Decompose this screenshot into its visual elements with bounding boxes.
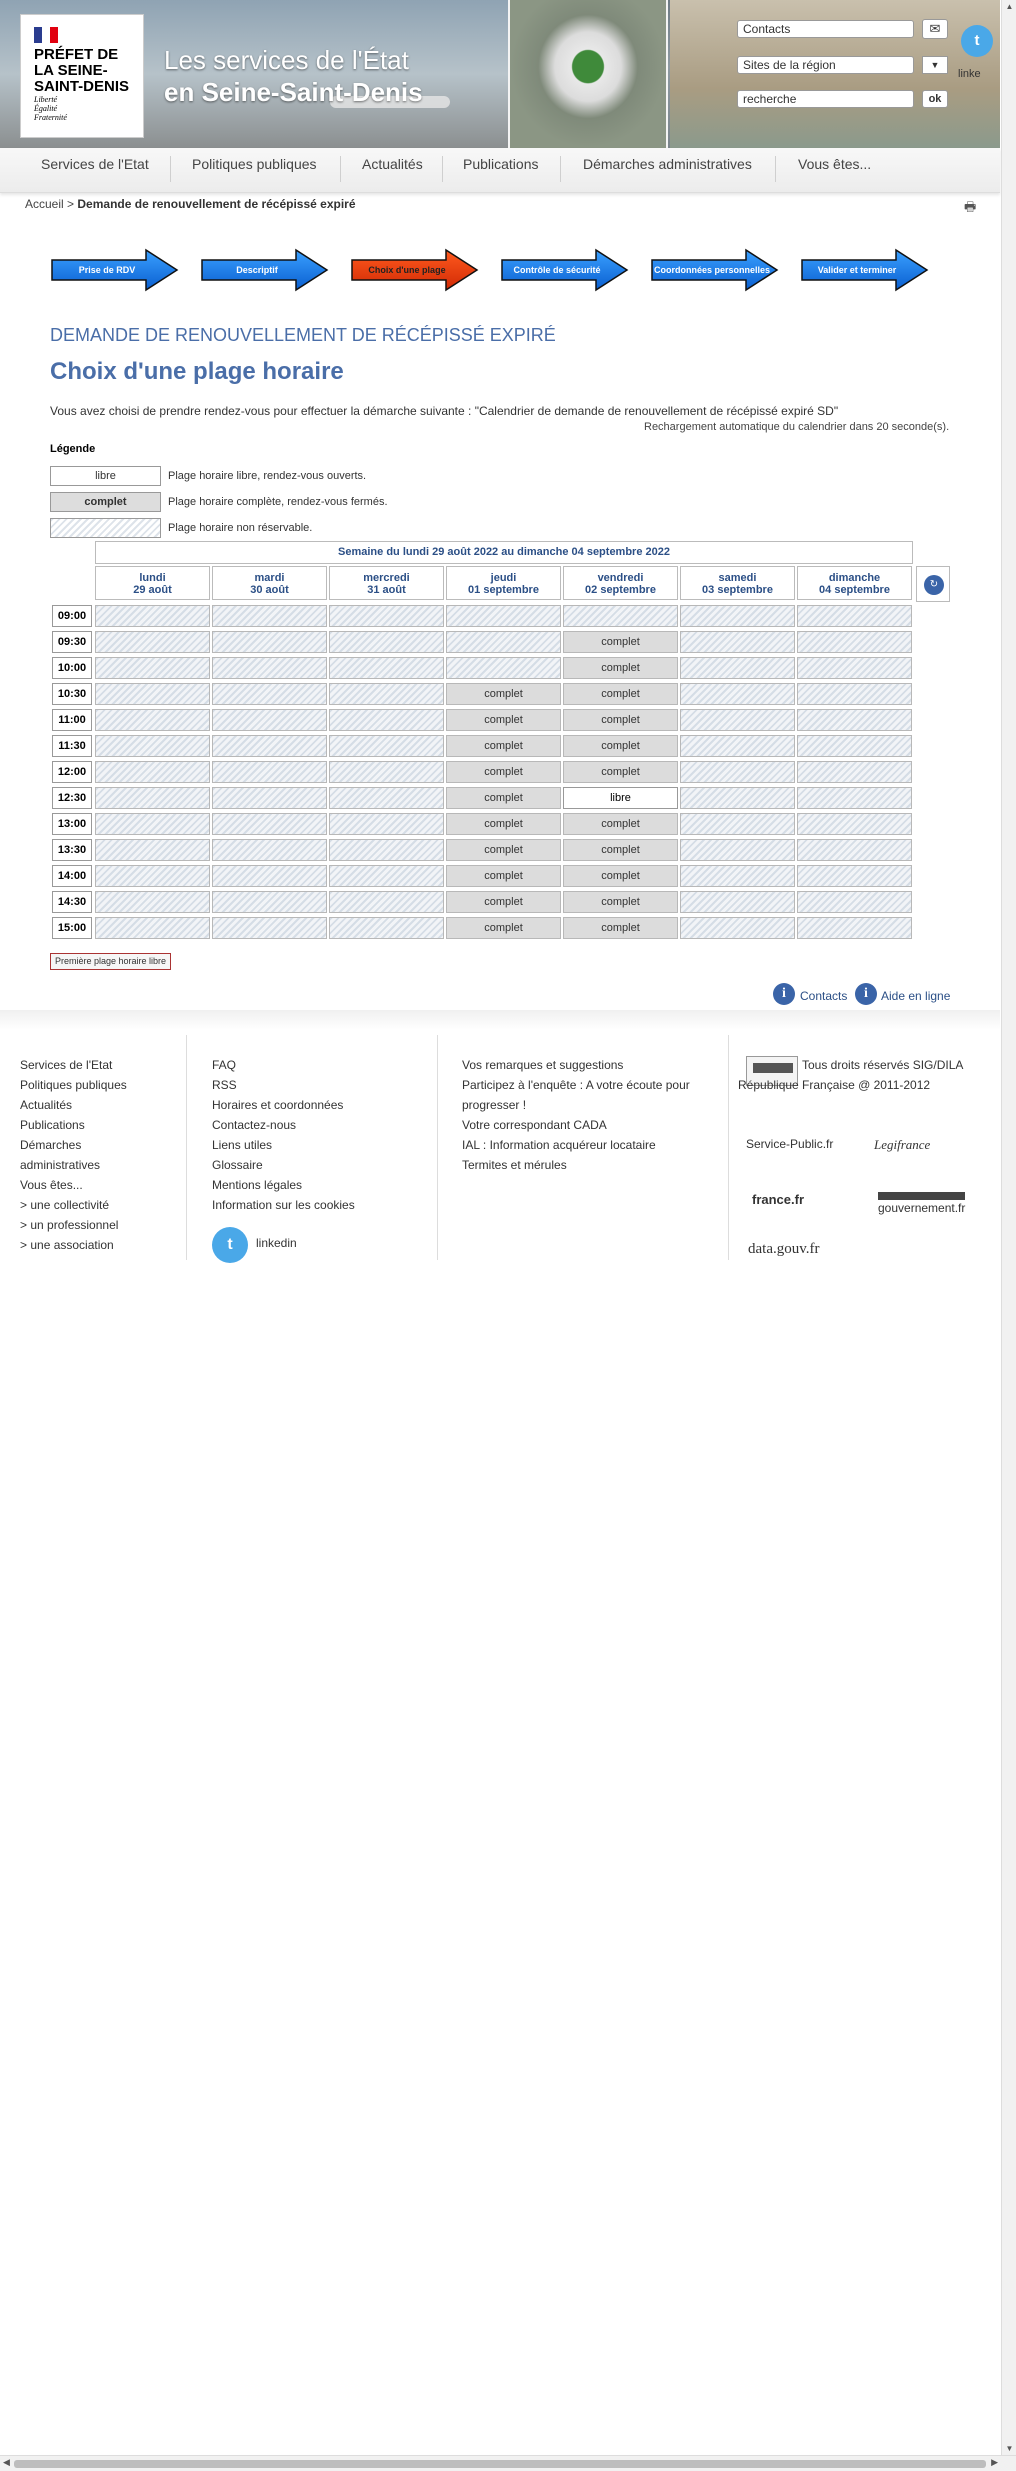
slot-full: complet — [563, 813, 678, 835]
slot-full: complet — [563, 709, 678, 731]
slot-unavailable — [95, 709, 210, 731]
site-title-line-2: en Seine-Saint-Denis — [164, 77, 423, 107]
footer-separator — [728, 1035, 729, 1260]
footer-nav-link[interactable]: administratives — [20, 1158, 101, 1172]
calendar-week-header: Semaine du lundi 29 août 2022 au dimanche 04 septembre 2022 — [95, 541, 913, 564]
time-label: 09:00 — [52, 605, 92, 627]
step-1[interactable] — [50, 248, 180, 292]
legend-full-text: Plage horaire complète, rendez-vous fermés. — [168, 496, 388, 508]
slot-unavailable — [95, 735, 210, 757]
scroll-up-icon[interactable]: ▲ — [1005, 2, 1014, 11]
legifrance-logo[interactable]: Legifrance — [874, 1137, 931, 1152]
slot-full: complet — [563, 735, 678, 757]
chevron-down-icon[interactable]: ▼ — [922, 56, 948, 74]
refresh-icon: ↻ — [924, 575, 944, 595]
breadcrumb-current: Demande de renouvellement de récépissé expiré — [77, 197, 356, 211]
legend-title: Légende — [50, 443, 96, 455]
day-name: mercredi — [363, 572, 410, 584]
first-free-slot-button[interactable]: Première plage horaire libre — [50, 953, 171, 970]
slot-unavailable — [680, 761, 795, 783]
footer-info-link[interactable]: FAQ — [212, 1058, 237, 1072]
day-date: 02 septembre — [585, 584, 656, 596]
slot-unavailable — [95, 839, 210, 861]
time-label: 12:00 — [52, 761, 92, 783]
time-label: 10:30 — [52, 683, 92, 705]
day-name: lundi — [139, 572, 166, 584]
footer-divider — [0, 1010, 1000, 1030]
search-input[interactable] — [737, 90, 914, 108]
nav-item-services[interactable]: Services de l'Etat — [41, 156, 149, 172]
time-label: 13:00 — [52, 813, 92, 835]
footer-nav-link[interactable]: Services de l'Etat — [20, 1058, 113, 1072]
breadcrumb-separator: > — [67, 197, 75, 211]
slot-unavailable — [680, 917, 795, 939]
slot-unavailable — [95, 813, 210, 835]
time-label: 09:30 — [52, 631, 92, 653]
footer-service-link[interactable]: IAL : Information acquéreur locataire — [462, 1138, 656, 1152]
slot-free[interactable]: libre — [563, 787, 678, 809]
slot-unavailable — [446, 657, 561, 679]
data-gouv-logo[interactable]: data.gouv.fr — [748, 1241, 820, 1257]
step-label: Coordonnées personnelles — [654, 265, 771, 275]
step-6[interactable] — [800, 248, 930, 292]
slot-full: complet — [563, 761, 678, 783]
twitter-icon[interactable]: t — [961, 25, 993, 57]
slot-unavailable — [329, 605, 444, 627]
slot-unavailable — [329, 917, 444, 939]
auto-reload-text: Rechargement automatique du calendrier dans 20 seconde(s). — [644, 421, 950, 433]
step-label: Contrôle de sécurité — [513, 265, 601, 275]
day-name: dimanche — [828, 572, 881, 584]
slot-unavailable — [212, 631, 327, 653]
slot-unavailable — [680, 787, 795, 809]
slot-unavailable — [212, 709, 327, 731]
legend-full-swatch: complet — [50, 492, 161, 512]
footer-info-link[interactable]: Horaires et coordonnées — [212, 1098, 344, 1112]
slot-unavailable — [212, 813, 327, 835]
prefecture-logo[interactable] — [20, 14, 144, 138]
slot-unavailable — [797, 631, 912, 653]
slot-unavailable — [212, 917, 327, 939]
service-public-logo[interactable]: Service-Public.fr — [746, 1137, 834, 1151]
slot-unavailable — [797, 787, 912, 809]
slot-unavailable — [797, 709, 912, 731]
slot-unavailable — [212, 787, 327, 809]
slot-unavailable — [212, 683, 327, 705]
slot-unavailable — [680, 839, 795, 861]
slot-full: complet — [446, 735, 561, 757]
twitter-icon[interactable]: t — [212, 1227, 248, 1263]
slot-full: complet — [446, 865, 561, 887]
intro-text: Vous avez choisi de prendre rendez-vous pour effectuer la démarche suivante : "Calendrier de demande de renouvellement de récépissé expiré SD" — [50, 404, 839, 418]
step-label: Prise de RDV — [78, 265, 136, 275]
day-name: samedi — [718, 572, 757, 584]
slot-unavailable — [329, 787, 444, 809]
day-header — [446, 566, 561, 600]
day-header — [95, 566, 210, 600]
slot-unavailable — [797, 735, 912, 757]
legend-free-text: Plage horaire libre, rendez-vous ouverts. — [168, 470, 367, 482]
mail-icon[interactable]: ✉ — [922, 19, 948, 39]
slot-full: complet — [446, 839, 561, 861]
slot-unavailable — [329, 865, 444, 887]
footer-nav-link[interactable]: > une collectivité — [20, 1198, 110, 1212]
horizontal-scrollbar[interactable] — [0, 2455, 1016, 2471]
step-label: Valider et terminer — [817, 265, 897, 275]
day-name: vendredi — [597, 572, 644, 584]
slot-unavailable — [329, 657, 444, 679]
slot-unavailable — [212, 839, 327, 861]
online-help-link[interactable]: Aide en ligne — [881, 989, 951, 1003]
footer-col-navigation — [20, 1055, 127, 1255]
scroll-down-icon[interactable]: ▼ — [1005, 2444, 1014, 2453]
main-nav — [0, 148, 1000, 193]
france-fr-logo[interactable]: france.fr — [752, 1192, 805, 1207]
slot-unavailable — [95, 657, 210, 679]
scroll-left-icon[interactable]: ◀ — [3, 2457, 10, 2467]
slot-unavailable — [329, 709, 444, 731]
time-label: 10:00 — [52, 657, 92, 679]
slot-unavailable — [797, 813, 912, 835]
day-date: 29 août — [133, 584, 172, 596]
day-date: 30 août — [250, 584, 289, 596]
nav-divider — [170, 156, 171, 182]
info-icon[interactable]: i — [773, 983, 795, 1005]
slot-unavailable — [797, 683, 912, 705]
refresh-calendar-button[interactable] — [916, 566, 950, 602]
time-label: 12:30 — [52, 787, 92, 809]
linkedin-icon[interactable]: linke — [958, 68, 981, 80]
nav-divider — [560, 156, 561, 182]
slot-full: complet — [446, 813, 561, 835]
slot-unavailable — [329, 813, 444, 835]
nav-item-vous-etes[interactable]: Vous êtes... — [798, 156, 872, 172]
footer-nav-link[interactable]: Actualités — [20, 1098, 73, 1112]
step-4[interactable] — [500, 248, 630, 292]
day-header — [212, 566, 327, 600]
step-label: Choix d'une plage — [368, 265, 446, 275]
search-ok-button[interactable]: ok — [922, 90, 948, 108]
step-3[interactable] — [350, 248, 480, 292]
time-label: 14:00 — [52, 865, 92, 887]
slot-unavailable — [329, 683, 444, 705]
time-label: 15:00 — [52, 917, 92, 939]
slot-unavailable — [95, 761, 210, 783]
slot-full: complet — [446, 683, 561, 705]
slot-unavailable — [95, 917, 210, 939]
logo-text: PRÉFET DE LA SEINE-SAINT-DENIS — [34, 46, 130, 95]
slot-unavailable — [446, 631, 561, 653]
slot-unavailable — [680, 813, 795, 835]
footer-nav-link[interactable]: > une association — [20, 1238, 114, 1252]
slot-full: complet — [446, 891, 561, 913]
footer-nav-link[interactable]: Démarches — [20, 1138, 82, 1152]
legend-free-swatch: libre — [50, 466, 161, 486]
nav-item-politiques[interactable]: Politiques publiques — [192, 156, 317, 172]
slot-unavailable — [680, 631, 795, 653]
slot-unavailable — [797, 657, 912, 679]
footer-service-link[interactable]: Termites et mérules — [462, 1158, 567, 1172]
slot-full: complet — [563, 865, 678, 887]
slot-unavailable — [680, 709, 795, 731]
slot-full: complet — [563, 839, 678, 861]
slot-unavailable — [329, 761, 444, 783]
footer-service-link[interactable]: Participez à l'enquête : A votre écoute pour — [462, 1078, 690, 1092]
slot-unavailable — [446, 605, 561, 627]
french-flag-icon — [34, 27, 58, 43]
gouvernement-fr-logo[interactable]: gouvernement.fr — [878, 1192, 965, 1215]
time-label: 13:30 — [52, 839, 92, 861]
slot-full: complet — [446, 917, 561, 939]
linkedin-icon[interactable]: linkedin — [256, 1236, 297, 1250]
nav-divider — [775, 156, 776, 182]
slot-unavailable — [797, 865, 912, 887]
day-header — [563, 566, 678, 600]
vertical-scrollbar[interactable] — [1001, 0, 1016, 2455]
slot-unavailable — [212, 761, 327, 783]
day-date: 31 août — [367, 584, 406, 596]
slot-unavailable — [329, 839, 444, 861]
footer-nav-link[interactable]: Publications — [20, 1118, 85, 1132]
slot-unavailable — [95, 891, 210, 913]
footer-info-link[interactable]: RSS — [212, 1078, 237, 1092]
procedure-title: DEMANDE DE RENOUVELLEMENT DE RÉCÉPISSÉ EXPIRÉ — [50, 325, 556, 345]
site-header — [0, 0, 1000, 148]
slot-unavailable — [95, 787, 210, 809]
footer-info-link[interactable]: Contactez-nous — [212, 1118, 297, 1132]
footer-info-link[interactable]: Mentions légales — [212, 1178, 303, 1192]
slot-unavailable — [212, 865, 327, 887]
footer-nav-link[interactable]: Vous êtes... — [20, 1178, 83, 1192]
legend-unavailable-text: Plage horaire non réservable. — [168, 522, 313, 534]
slot-full: complet — [446, 761, 561, 783]
day-header — [797, 566, 912, 600]
footer-info-link[interactable]: Information sur les cookies — [212, 1198, 355, 1212]
footer-service-link[interactable]: progresser ! — [462, 1098, 527, 1112]
slot-unavailable — [680, 683, 795, 705]
site-title[interactable] — [164, 44, 423, 108]
footer-col-info — [212, 1055, 355, 1215]
slot-full: complet — [563, 657, 678, 679]
slot-unavailable — [680, 605, 795, 627]
time-label: 11:00 — [52, 709, 92, 731]
slot-unavailable — [329, 735, 444, 757]
slot-unavailable — [212, 657, 327, 679]
day-date: 03 septembre — [702, 584, 773, 596]
slot-full: complet — [563, 891, 678, 913]
time-label: 14:30 — [52, 891, 92, 913]
slot-unavailable — [797, 605, 912, 627]
slot-unavailable — [212, 605, 327, 627]
nav-divider — [442, 156, 443, 182]
footer-nav-link[interactable]: > un professionnel — [20, 1218, 119, 1232]
footer-separator — [437, 1035, 438, 1260]
breadcrumb-home-link[interactable]: Accueil — [25, 197, 64, 211]
time-label: 11:30 — [52, 735, 92, 757]
day-name: mardi — [254, 572, 285, 584]
slot-unavailable — [212, 891, 327, 913]
slot-full: complet — [563, 631, 678, 653]
slot-full: complet — [563, 917, 678, 939]
copyright-text: Tous droits réservés SIG/DILA République Française @ 2011-2012 — [738, 1058, 963, 1092]
day-date: 04 septembre — [819, 584, 890, 596]
nav-item-demarches[interactable]: Démarches administratives — [583, 156, 752, 172]
footer-info-link[interactable]: Glossaire — [212, 1158, 263, 1172]
header-photo-stadium — [508, 0, 668, 148]
slot-unavailable — [329, 891, 444, 913]
step-5[interactable] — [650, 248, 780, 292]
slot-unavailable — [95, 605, 210, 627]
slot-unavailable — [797, 839, 912, 861]
slot-unavailable — [95, 683, 210, 705]
contacts-link[interactable]: Contacts — [800, 989, 848, 1003]
slot-unavailable — [212, 735, 327, 757]
contacts-field[interactable] — [737, 20, 914, 38]
print-icon[interactable]: 🖶 — [964, 199, 977, 214]
slot-unavailable — [797, 761, 912, 783]
footer-nav-link[interactable]: Politiques publiques — [20, 1078, 127, 1092]
footer-service-link[interactable]: Vos remarques et suggestions — [462, 1058, 624, 1072]
slot-unavailable — [329, 631, 444, 653]
slot-full: complet — [563, 683, 678, 705]
nav-divider — [340, 156, 341, 182]
slot-unavailable — [680, 891, 795, 913]
nav-item-actualites[interactable]: Actualités — [362, 156, 423, 172]
slot-unavailable — [680, 657, 795, 679]
footer-service-link[interactable]: Votre correspondant CADA — [462, 1118, 607, 1132]
slot-unavailable — [563, 605, 678, 627]
slot-unavailable — [95, 865, 210, 887]
day-header — [680, 566, 795, 600]
logo-motto: Liberté Égalité Fraternité — [34, 95, 67, 122]
day-name: jeudi — [490, 572, 517, 584]
slot-unavailable — [680, 735, 795, 757]
scrollbar-thumb[interactable] — [14, 2460, 986, 2468]
slot-full: complet — [446, 787, 561, 809]
footer-col-services — [462, 1055, 712, 1175]
slot-unavailable — [95, 631, 210, 653]
footer-separator — [186, 1035, 187, 1260]
info-icon[interactable]: i — [855, 983, 877, 1005]
slot-full: complet — [446, 709, 561, 731]
slot-unavailable — [797, 891, 912, 913]
breadcrumb — [25, 197, 356, 211]
step-2[interactable] — [200, 248, 330, 292]
step-label: Descriptif — [236, 265, 278, 275]
day-date: 01 septembre — [468, 584, 539, 596]
day-header — [329, 566, 444, 600]
slot-unavailable — [680, 865, 795, 887]
legend-unavailable-swatch — [50, 518, 161, 538]
nav-item-publications[interactable]: Publications — [463, 156, 539, 172]
page-title: Choix d'une plage horaire — [50, 358, 344, 385]
region-sites-select[interactable] — [737, 56, 914, 74]
footer-info-link[interactable]: Liens utiles — [212, 1138, 273, 1152]
site-title-line-1: Les services de l'État — [164, 45, 409, 75]
scroll-right-icon[interactable]: ▶ — [991, 2457, 998, 2467]
slot-unavailable — [797, 917, 912, 939]
